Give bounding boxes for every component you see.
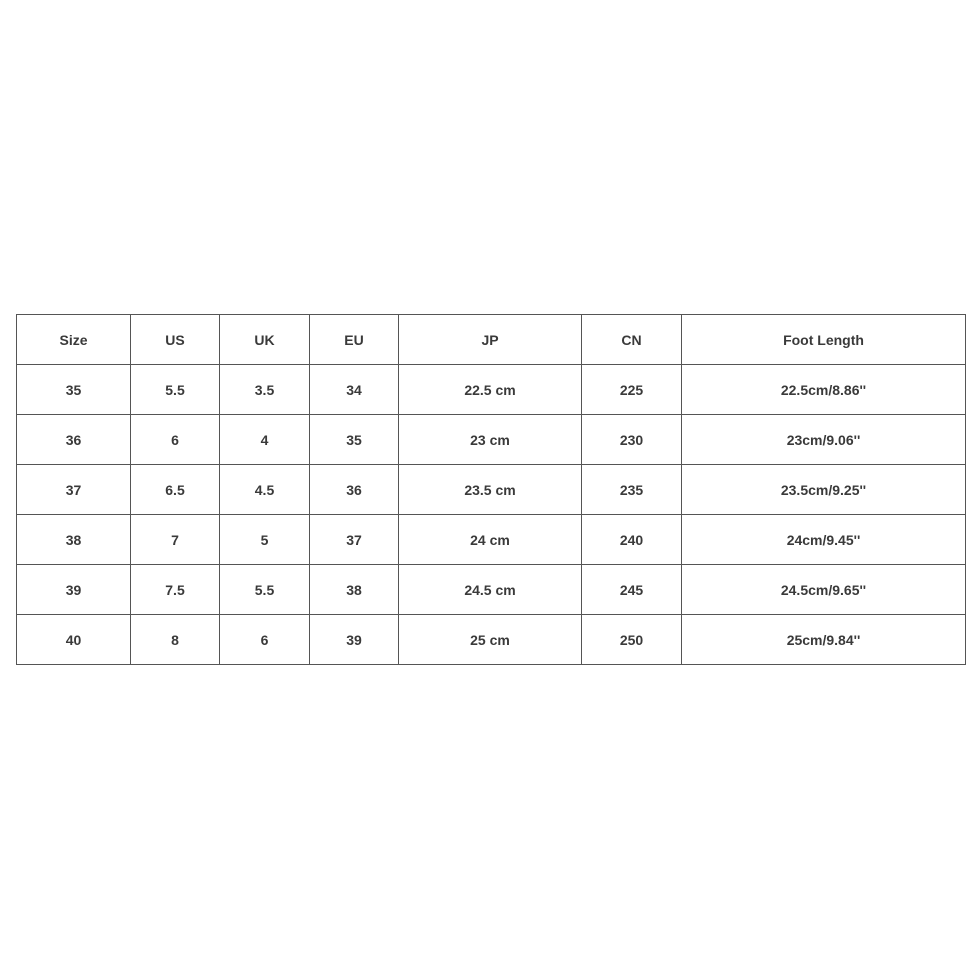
cell-size: 39 (17, 565, 131, 615)
cell-cn: 225 (582, 365, 682, 415)
cell-foot-length: 24.5cm/9.65'' (682, 565, 966, 615)
table-row (17, 415, 966, 465)
header-uk: UK (220, 315, 310, 365)
cell-cn: 240 (582, 515, 682, 565)
header-us: US (131, 315, 220, 365)
table-row (17, 565, 966, 615)
cell-us: 8 (131, 615, 220, 665)
cell-us: 6.5 (131, 465, 220, 515)
cell-cn: 235 (582, 465, 682, 515)
cell-jp: 23 cm (399, 415, 582, 465)
header-eu: EU (310, 315, 399, 365)
cell-foot-length: 25cm/9.84'' (682, 615, 966, 665)
cell-foot-length: 24cm/9.45'' (682, 515, 966, 565)
cell-eu: 37 (310, 515, 399, 565)
cell-size: 37 (17, 465, 131, 515)
cell-uk: 3.5 (220, 365, 310, 415)
cell-jp: 22.5 cm (399, 365, 582, 415)
cell-jp: 23.5 cm (399, 465, 582, 515)
cell-cn: 250 (582, 615, 682, 665)
cell-us: 5.5 (131, 365, 220, 415)
cell-uk: 5 (220, 515, 310, 565)
cell-size: 36 (17, 415, 131, 465)
cell-jp: 24.5 cm (399, 565, 582, 615)
header-size: Size (17, 315, 131, 365)
cell-cn: 245 (582, 565, 682, 615)
cell-eu: 39 (310, 615, 399, 665)
cell-eu: 36 (310, 465, 399, 515)
table-row (17, 365, 966, 415)
table-row (17, 615, 966, 665)
cell-uk: 4.5 (220, 465, 310, 515)
header-foot-length: Foot Length (682, 315, 966, 365)
header-row (17, 315, 966, 365)
table-row (17, 515, 966, 565)
header-cn: CN (582, 315, 682, 365)
cell-size: 35 (17, 365, 131, 415)
cell-foot-length: 22.5cm/8.86'' (682, 365, 966, 415)
cell-foot-length: 23cm/9.06'' (682, 415, 966, 465)
cell-eu: 35 (310, 415, 399, 465)
cell-us: 6 (131, 415, 220, 465)
cell-uk: 5.5 (220, 565, 310, 615)
header-jp: JP (399, 315, 582, 365)
cell-cn: 230 (582, 415, 682, 465)
cell-jp: 25 cm (399, 615, 582, 665)
cell-size: 38 (17, 515, 131, 565)
cell-eu: 38 (310, 565, 399, 615)
cell-size: 40 (17, 615, 131, 665)
cell-uk: 4 (220, 415, 310, 465)
cell-eu: 34 (310, 365, 399, 415)
size-chart-table (16, 314, 966, 665)
table-row (17, 465, 966, 515)
cell-jp: 24 cm (399, 515, 582, 565)
cell-us: 7.5 (131, 565, 220, 615)
cell-uk: 6 (220, 615, 310, 665)
cell-us: 7 (131, 515, 220, 565)
cell-foot-length: 23.5cm/9.25'' (682, 465, 966, 515)
